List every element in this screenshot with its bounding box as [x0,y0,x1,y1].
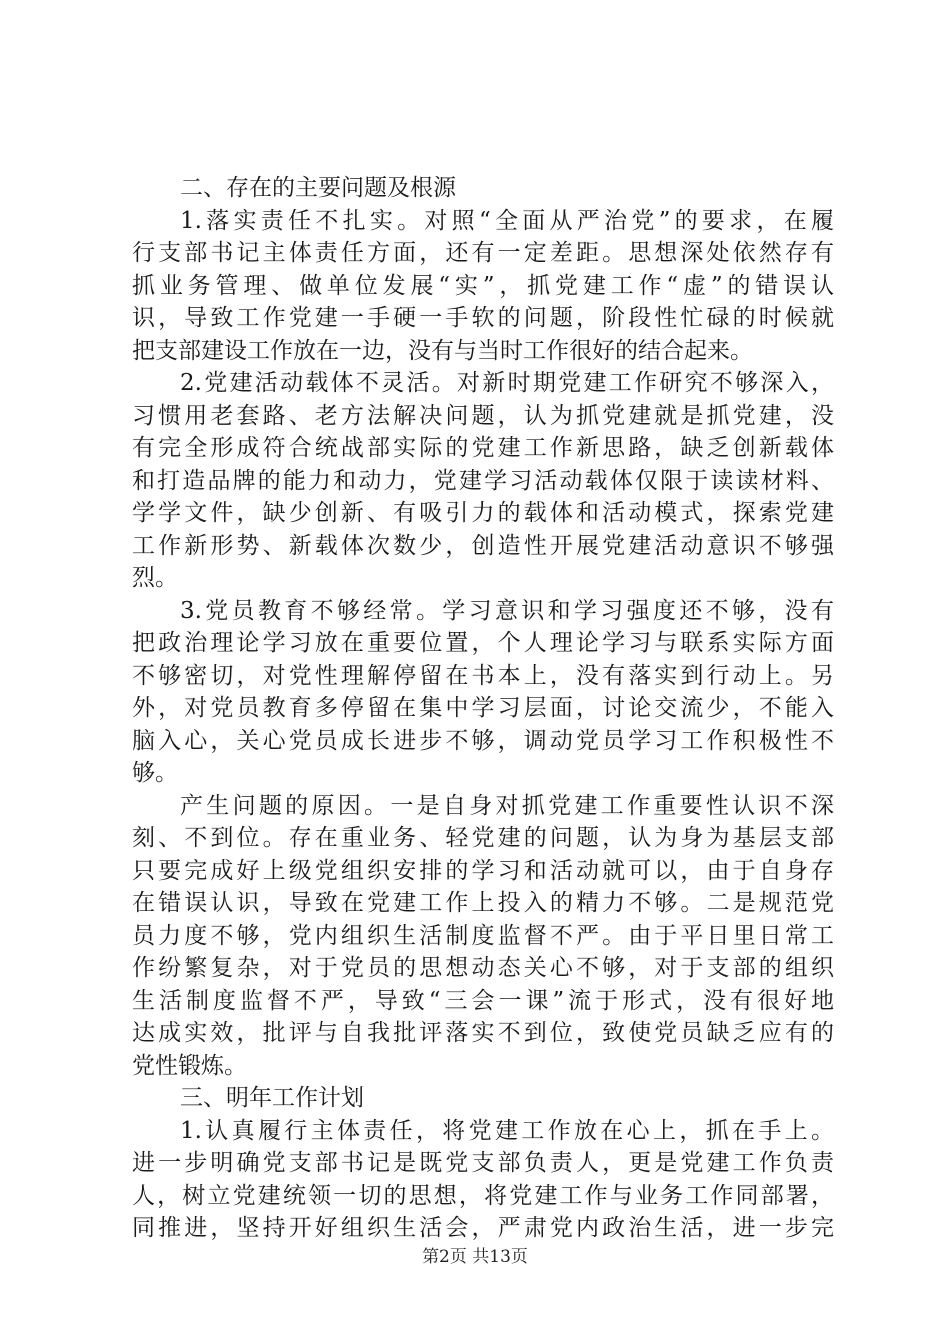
document-body [132,172,834,1245]
paragraph-first-line: 1.认真履行主体责任，将党建工作放在心上，抓在手上。 [180,1117,834,1144]
paragraph-line: 把政治理论学习放在重要位置，个人理论学习与联系实际方面 [132,630,834,656]
paragraph-line: 外，对党员教育多停留在集中学习层面，讨论交流少，不能入 [132,695,834,721]
paragraph-line: 作纷繁复杂，对于党员的思想动态关心不够，对于支部的组织 [132,955,834,981]
paragraph-first-line: 产生问题的原因。一是自身对抓党建工作重要性认识不深 [180,792,834,819]
paragraph-line: 不够密切，对党性理解停留在书本上，没有落实到行动上。另 [132,662,834,689]
paragraph-line: 在错误认识，导致在党建工作上投入的精力不够。二是规范党 [132,890,834,916]
paragraph-first-line: 1.落实责任不扎实。对照“全面从严治党”的要求，在履 [180,207,834,234]
paragraph-line: 工作新形势、新载体次数少，创造性开展党建活动意识不够强 [132,532,834,559]
paragraph-line: 有完全形成符合统战部实际的党建工作新思路，缺乏创新载体 [132,435,834,461]
paragraph-first-line: 3.党员教育不够经常。学习意识和学习强度还不够，没有 [180,597,834,624]
page-footer: 第2页 共13页 [422,1247,528,1267]
paragraph-line: 生活制度监督不严，导致“三会一课”流于形式，没有很好地 [132,987,834,1014]
paragraph-line: 抓业务管理、做单位发展“实”，抓党建工作“虚”的错误认 [132,272,834,299]
paragraph-line: 学学文件，缺少创新、有吸引力的载体和活动模式，探索党建 [132,500,834,526]
paragraph-line: 习惯用老套路、老方法解决问题，认为抓党建就是抓党建，没 [132,402,834,429]
paragraph-first-line: 2.党建活动载体不灵活。对新时期党建工作研究不够深入， [180,370,834,396]
section-heading: 三、明年工作计划 [180,1085,364,1111]
paragraph-line: 和打造品牌的能力和动力，党建学习活动载体仅限于读读材料、 [132,467,834,494]
paragraph-last-line: 把支部建设工作放在一边，没有与当时工作很好的结合起来。 [132,337,753,364]
paragraph-line: 进一步明确党支部书记是既党支部负责人，更是党建工作负责 [132,1150,834,1176]
paragraph-line: 识，导致工作党建一手硬一手软的问题，阶段性忙碌的时候就 [132,305,834,331]
paragraph-line: 只要完成好上级党组织安排的学习和活动就可以，由于自身存 [132,857,834,884]
paragraph-line: 刻、不到位。存在重业务、轻党建的问题，认为身为基层支部 [132,825,834,851]
paragraph-last-line: 烈。 [132,565,178,591]
paragraph-line: 员力度不够，党内组织生活制度监督不严。由于平日里日常工 [132,922,834,949]
paragraph-last-line: 党性锻炼。 [132,1052,247,1079]
paragraph-last-line: 够。 [132,760,178,786]
paragraph-line: 脑入心，关心党员成长进步不够，调动党员学习工作积极性不 [132,727,834,754]
paragraph-line: 达成实效，批评与自我批评落实不到位，致使党员缺乏应有的 [132,1020,834,1046]
paragraph-line: 行支部书记主体责任方面，还有一定差距。思想深处依然存有 [132,240,834,266]
section-heading: 二、存在的主要问题及根源 [180,175,456,201]
paragraph-line: 同推进，坚持开好组织生活会，严肃党内政治生活，进一步完 [132,1215,834,1241]
paragraph-line: 人，树立党建统领一切的思想，将党建工作与业务工作同部署， [132,1182,834,1209]
